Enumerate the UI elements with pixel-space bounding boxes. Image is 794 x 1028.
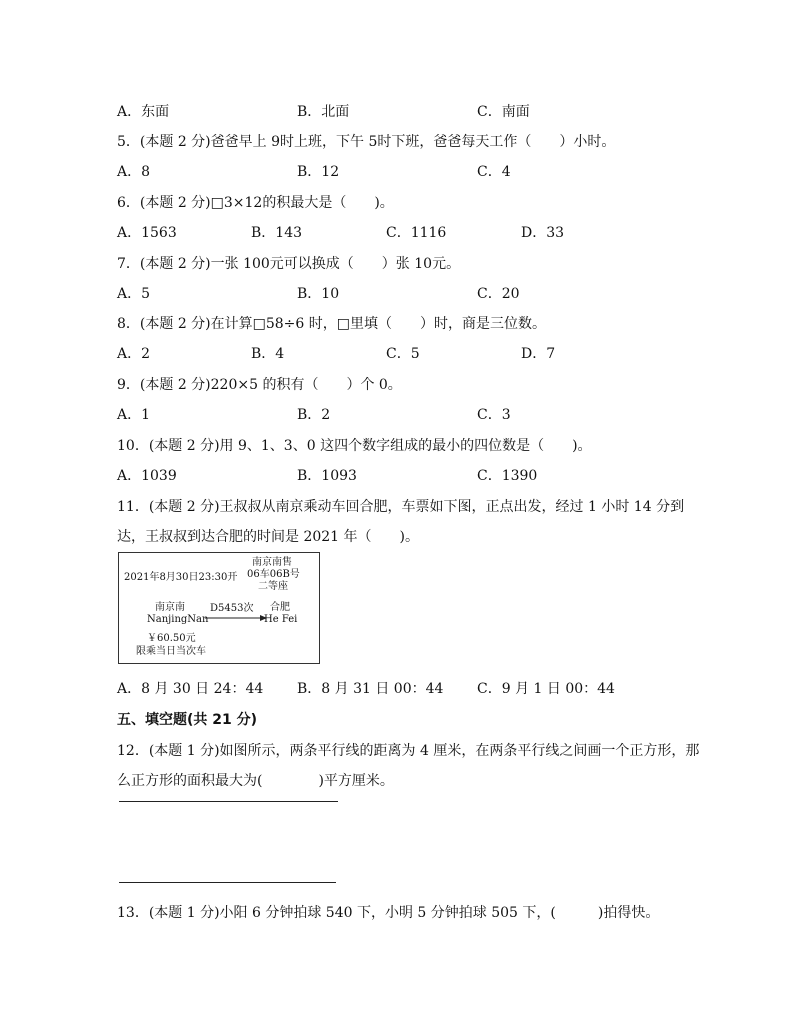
option-c: C．3 [477, 407, 511, 423]
ticket-from-en: NanjingNan [147, 614, 209, 625]
q4-options [117, 101, 717, 121]
q7-options [117, 283, 717, 303]
q11-options [117, 678, 717, 698]
option-b: B．北面 [297, 104, 350, 120]
option-a: A．1 [117, 407, 151, 423]
q5-options [117, 161, 717, 181]
ticket-to-cn: 合肥 [270, 602, 290, 613]
option-a: A．1563 [117, 225, 177, 241]
question-11-line-2: 达，王叔叔到达合肥的时间是 2021 年（ )。 [117, 529, 419, 545]
option-c: C．1390 [477, 468, 538, 484]
train-ticket-image [118, 552, 320, 664]
option-b: B．10 [297, 286, 340, 302]
option-d: D．7 [521, 346, 556, 362]
option-c: C．5 [386, 346, 420, 362]
parallel-line-top [119, 801, 338, 802]
q9-options [117, 404, 717, 424]
ticket-note: 限乘当日当次车 [136, 646, 206, 657]
option-b: B．2 [297, 407, 331, 423]
question-11-line-1: 11．(本题 2 分)王叔叔从南京乘动车回合肥，车票如下图，正点出发，经过 1 小时 14 分到 [117, 499, 685, 515]
option-b: B．1093 [297, 468, 357, 484]
option-a: A．8 月 30 日 24：44 [117, 681, 264, 697]
option-a: A．8 [117, 164, 151, 180]
ticket-station-issue: 南京南售 [252, 557, 292, 568]
section-title: 五、填空题(共 21 分) [117, 712, 258, 728]
question-13: 13．(本题 1 分)小阳 6 分钟拍球 540 下，小明 5 分钟拍球 505 下，( )拍得快。 [117, 905, 660, 921]
q8-options [117, 343, 717, 363]
ticket-seat-car: 06车06B号 [247, 569, 300, 580]
option-a: A．东面 [117, 104, 170, 120]
question-12-line-1: 12．(本题 1 分)如图所示，两条平行线的距离为 4 厘米，在两条平行线之间画一个正方形，那 [117, 743, 700, 759]
option-c: C．南面 [477, 104, 530, 120]
option-a: A．1039 [117, 468, 177, 484]
question-6: 6．(本题 2 分)□3×12的积最大是（ )。 [117, 195, 394, 211]
ticket-datetime: 2021年8月30日23:30开 [124, 572, 238, 583]
option-b: B．12 [297, 164, 340, 180]
option-c: C．20 [477, 286, 520, 302]
option-c: C．4 [477, 164, 511, 180]
question-8: 8．(本题 2 分)在计算□58÷6 时，□里填（ ）时，商是三位数。 [117, 316, 546, 332]
option-a: A．5 [117, 286, 151, 302]
ticket-to-en: He Fei [264, 614, 298, 625]
q6-options [117, 222, 717, 242]
ticket-seat-class: 二等座 [258, 581, 288, 592]
option-b: B．143 [251, 225, 303, 241]
question-7: 7．(本题 2 分)一张 100元可以换成（ ）张 10元。 [117, 256, 461, 272]
ticket-arrow-icon [205, 614, 267, 622]
parallel-line-bottom [119, 882, 336, 883]
option-c: C．9 月 1 日 00：44 [477, 681, 615, 697]
option-b: B．8 月 31 日 00：44 [297, 681, 444, 697]
question-5: 5．(本题 2 分)爸爸早上 9时上班，下午 5时下班，爸爸每天工作（ ）小时。 [117, 134, 616, 150]
option-a: A．2 [117, 346, 151, 362]
option-d: D．33 [521, 225, 565, 241]
ticket-train-number: D5453次 [210, 603, 254, 614]
option-c: C．1116 [386, 225, 447, 241]
ticket-price: ￥60.50元 [147, 633, 196, 644]
q10-options [117, 465, 717, 485]
question-9: 9．(本题 2 分)220×5 的积有（ ）个 0。 [117, 377, 402, 393]
ticket-from-cn: 南京南 [155, 602, 185, 613]
question-10: 10．(本题 2 分)用 9、1、3、0 这四个数字组成的最小的四位数是（ )。 [117, 438, 592, 454]
question-12-line-2: 么正方形的面积最大为( )平方厘米。 [117, 773, 394, 789]
option-b: B．4 [251, 346, 285, 362]
